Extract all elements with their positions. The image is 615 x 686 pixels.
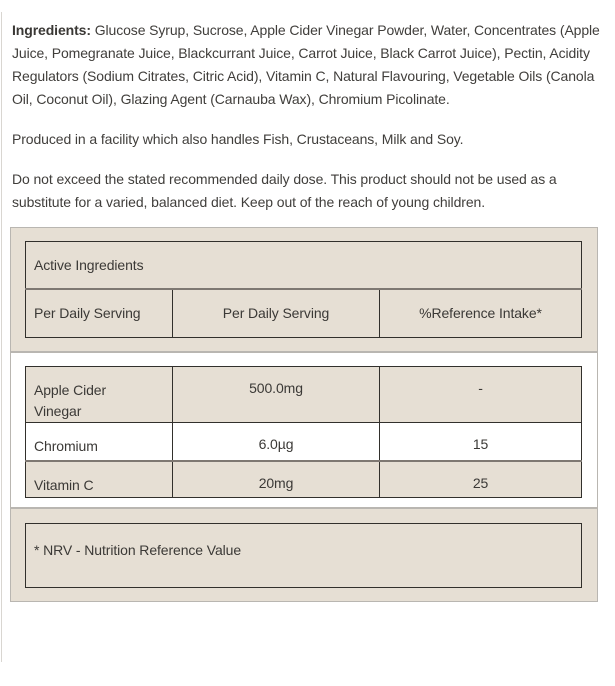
table-row-chromium [26, 423, 582, 461]
ingredient-amount: 500.0mg [173, 367, 380, 423]
table-row-apple-cider-vinegar [26, 367, 582, 423]
ingredients-list-text: Glucose Syrup, Sucrose, Apple Cider Vinegar Powder, Water, Concentrates (Apple Juice, Pomegranate Juice, Blackcurrant Juice, Carrot Juice, Black Carrot Juice), Pectin, Acidity Regulators (Sodium Citrates, Citric Acid), Vitamin C, Natural Flavouring, Vegetable Oils (Canola Oil, Coconut Oil), Glazing Agent (Carnauba Wax), Chromium Picolinate. [12, 22, 600, 107]
ingredients-label: Ingredients: [12, 22, 91, 38]
footnote-box [25, 523, 582, 588]
ingredient-name-text: Apple Cider Vinegar [34, 382, 107, 419]
ingredient-amount: 6.0µg [173, 423, 380, 461]
ingredient-amount: 20mg [173, 461, 380, 498]
warning-paragraph: Do not exceed the stated recommended daily dose. This product should not be used as a substitute for a varied, balanced diet. Keep out of the reach of young children. [12, 171, 557, 210]
ingredient-name [26, 367, 173, 423]
table-row-vitamin-c [26, 461, 582, 498]
column-header-per-daily-serving-1: Per Daily Serving [34, 305, 141, 322]
left-edge-hairline [1, 12, 2, 662]
footnote-text: * NRV - Nutrition Reference Value [34, 542, 242, 558]
ingredient-name-text: Vitamin C [34, 476, 94, 493]
column-header-reference-intake: %Reference Intake* [380, 289, 582, 338]
ingredient-name [26, 461, 173, 498]
ingredient-reference: 15 [380, 423, 582, 461]
table-header-panel [10, 227, 598, 352]
column-header-row [26, 289, 582, 338]
table-title: Active Ingredients [26, 242, 582, 289]
ingredient-name [26, 423, 173, 461]
ingredients-text-block [0, 0, 615, 214]
ingredient-reference: - [380, 367, 582, 423]
ingredients-paragraph [12, 19, 602, 111]
ingredient-name-text: Chromium [34, 438, 98, 454]
footnote-panel [10, 508, 598, 602]
allergen-paragraph: Produced in a facility which also handles Fish, Crustaceans, Milk and Soy. [12, 131, 464, 147]
table-title-row [26, 242, 582, 289]
column-header-per-daily-serving-2: Per Daily Serving [173, 289, 380, 338]
table-body-panel [10, 352, 598, 508]
ingredient-reference: 25 [380, 461, 582, 498]
active-ingredients-values-table [25, 366, 582, 498]
active-ingredients-header-table [25, 241, 582, 338]
